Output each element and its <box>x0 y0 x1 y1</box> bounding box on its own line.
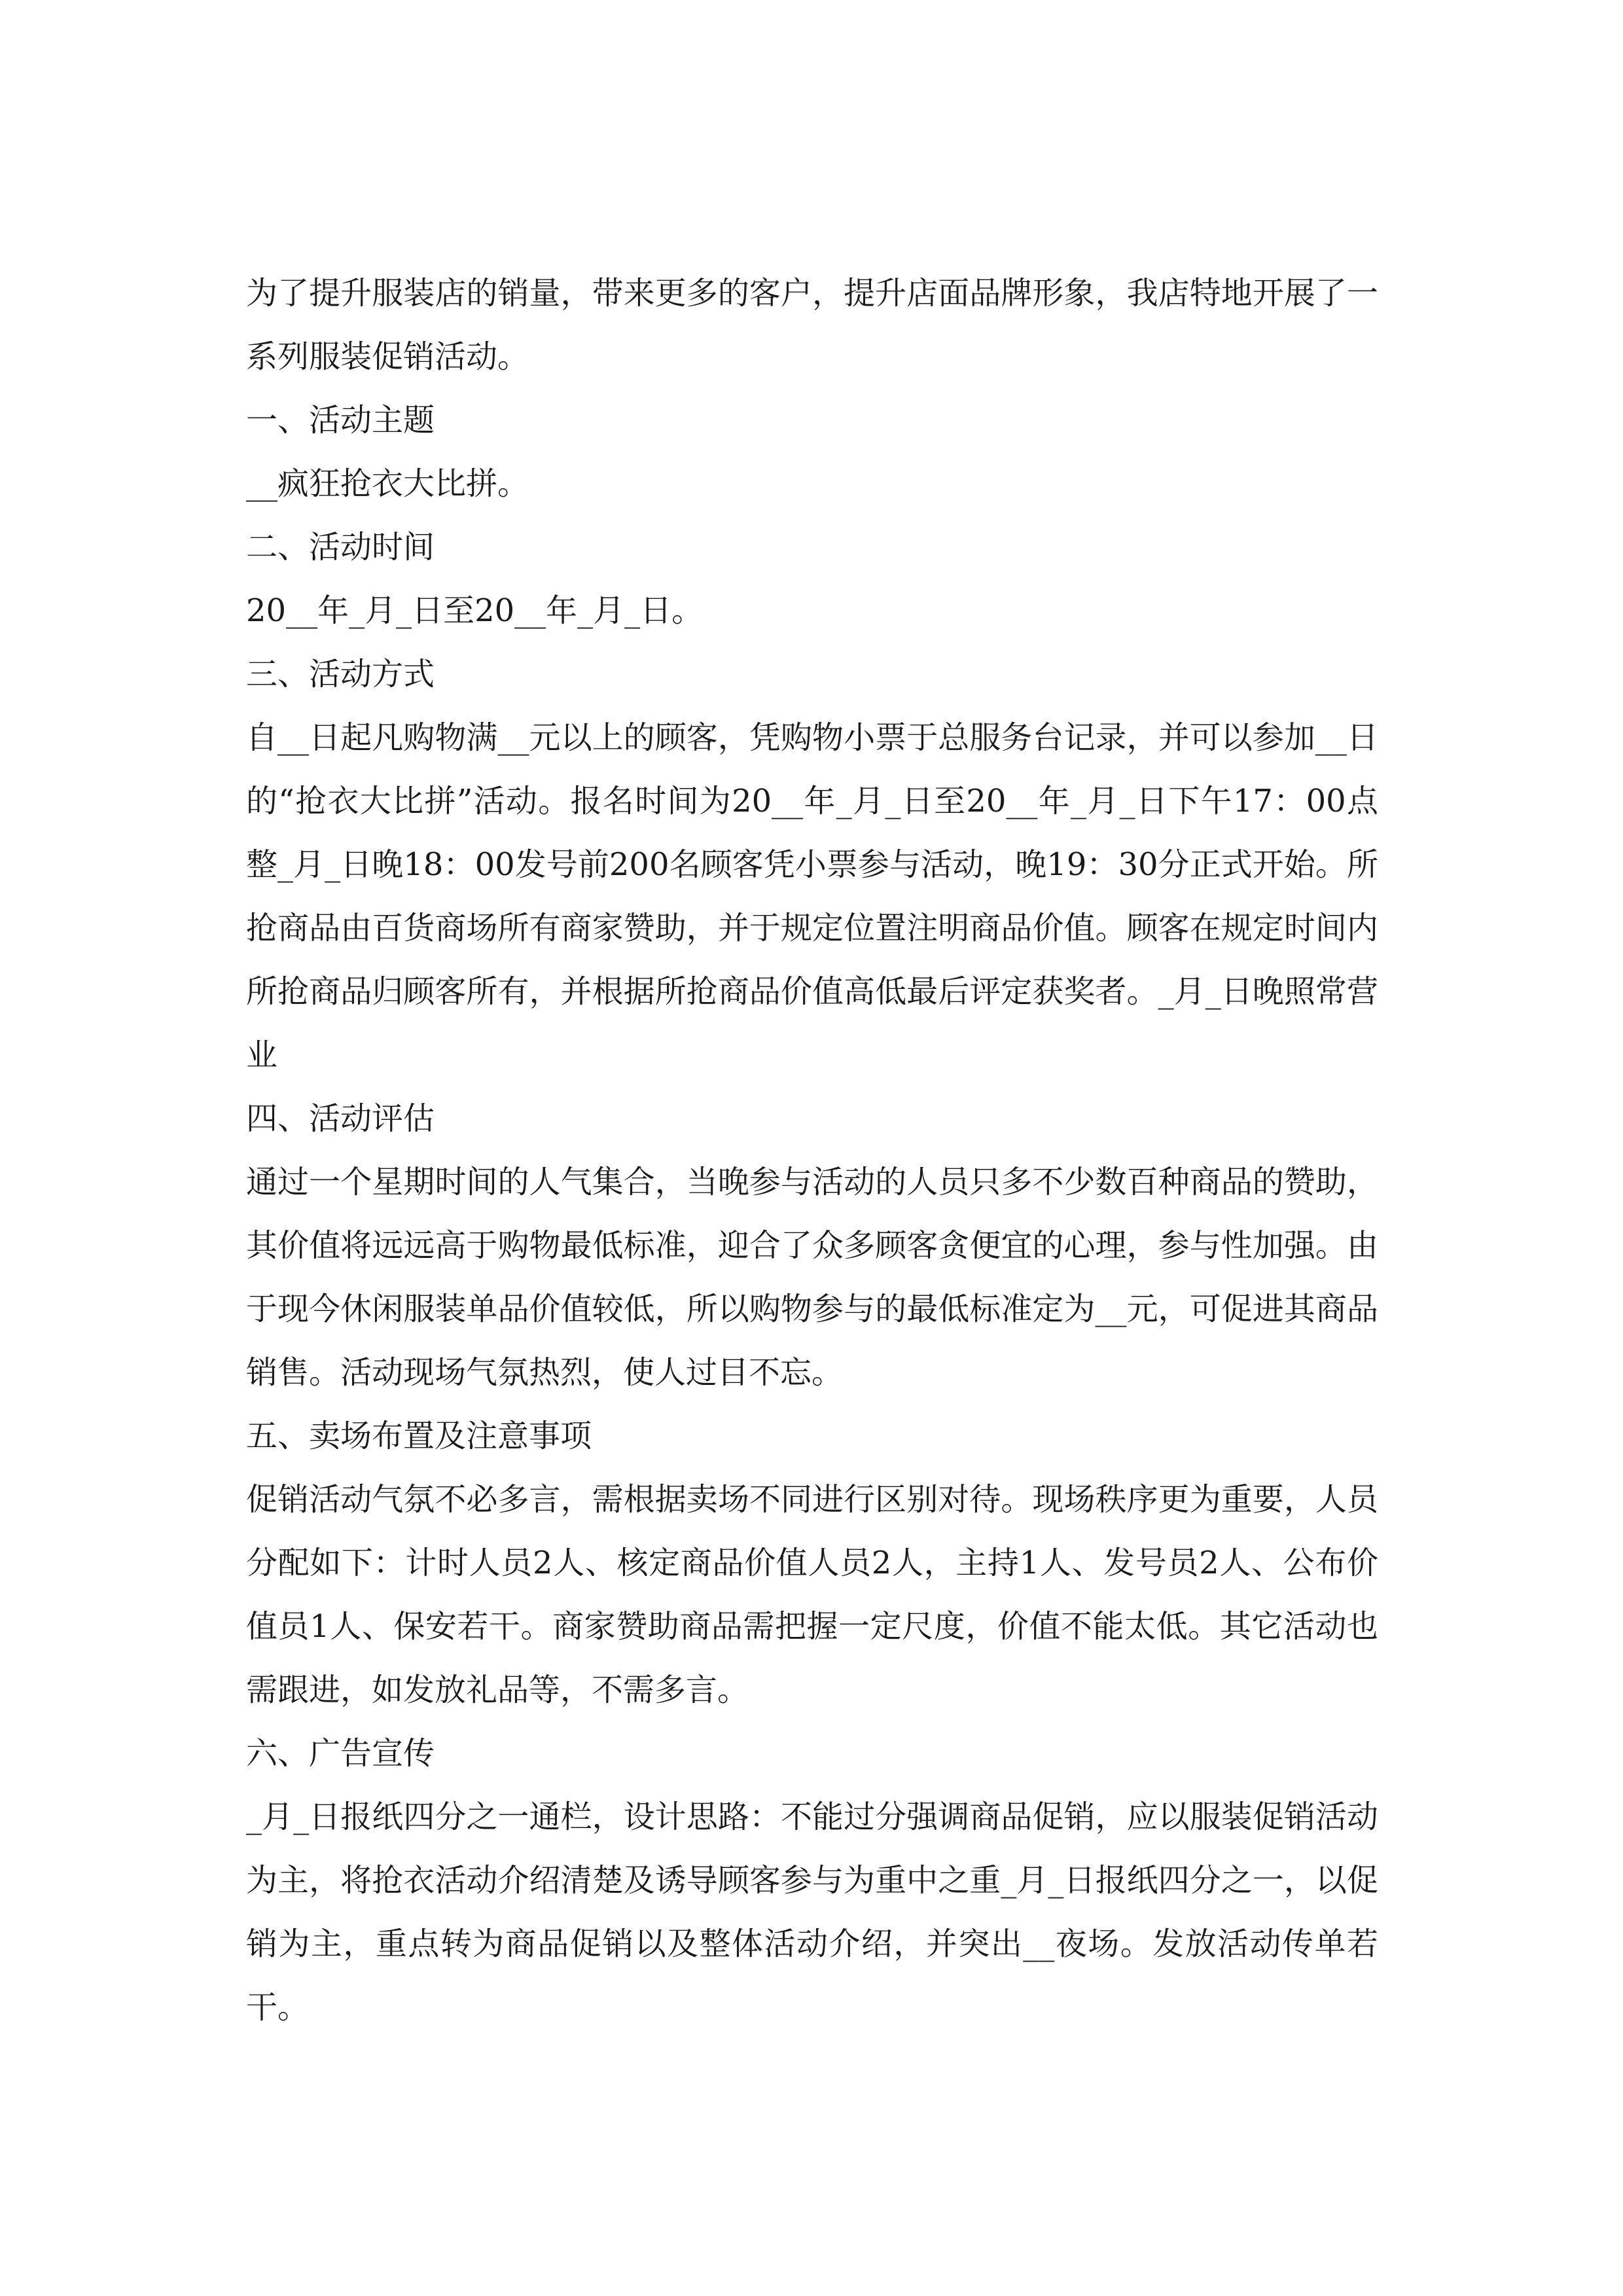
section-body-method: 自__日起凡购物满__元以上的顾客，凭购物小票于总服务台记录，并可以参加__日的“抢衣大比拼”活动。报名时间为20__年_月_日至20__年_月_日下午17：00点整_月_日晚18：00发号前200名顾客凭小票参与活动，晚19：30分正式开始。所抢商品由百货商场所有商家赞助，并于规定位置注明商品价值。顾客在规定时间内所抢商品归顾客所有，并根据所抢商品价值高低最后评定获奖者。_月_日晚照常营业 <box>246 719 1378 1073</box>
section-heading-method: 三、活动方式 <box>246 656 435 692</box>
section-body-time: 20__年_月_日至20__年_月_日。 <box>246 592 704 629</box>
section-body-evaluation: 通过一个星期时间的人气集合，当晚参与活动的人员只多不少数百种商品的赞助，其价值将远远高于购物最低标准，迎合了众多顾客贪便宜的心理，参与性加强。由于现今休闲服装单品价值较低，所以购物参与的最低标准定为__元，可促进其商品销售。活动现场气氛热烈，使人过目不忘。 <box>246 1164 1378 1391</box>
section-heading-evaluation: 四、活动评估 <box>246 1100 435 1137</box>
section-body-layout: 促销活动气氛不必多言，需根据卖场不同进行区别对待。现场秩序更为重要，人员分配如下：计时人员2人、核定商品价值人员2人，主持1人、发号员2人、公布价值员1人、保安若干。商家赞助商品需把握一定尺度，价值不能太低。其它活动也需跟进，如发放礼品等，不需多言。 <box>246 1481 1378 1708</box>
section-heading-theme: 一、活动主题 <box>246 402 435 439</box>
section-heading-time: 二、活动时间 <box>246 529 435 565</box>
section-body-theme: __疯狂抢衣大比拼。 <box>246 465 529 502</box>
document-page <box>246 262 1378 2039</box>
section-heading-layout: 五、卖场布置及注意事项 <box>246 1418 592 1454</box>
section-body-advertising: _月_日报纸四分之一通栏，设计思路：不能过分强调商品促销，应以服装促销活动为主，将抢衣活动介绍清楚及诱导顾客参与为重中之重_月_日报纸四分之一，以促销为主，重点转为商品促销以及整体活动介绍，并突出__夜场。发放活动传单若干。 <box>246 1799 1378 2026</box>
intro-paragraph: 为了提升服装店的销量，带来更多的客户，提升店面品牌形象，我店特地开展了一系列服装促销活动。 <box>246 275 1378 375</box>
section-heading-advertising: 六、广告宣传 <box>246 1735 435 1772</box>
